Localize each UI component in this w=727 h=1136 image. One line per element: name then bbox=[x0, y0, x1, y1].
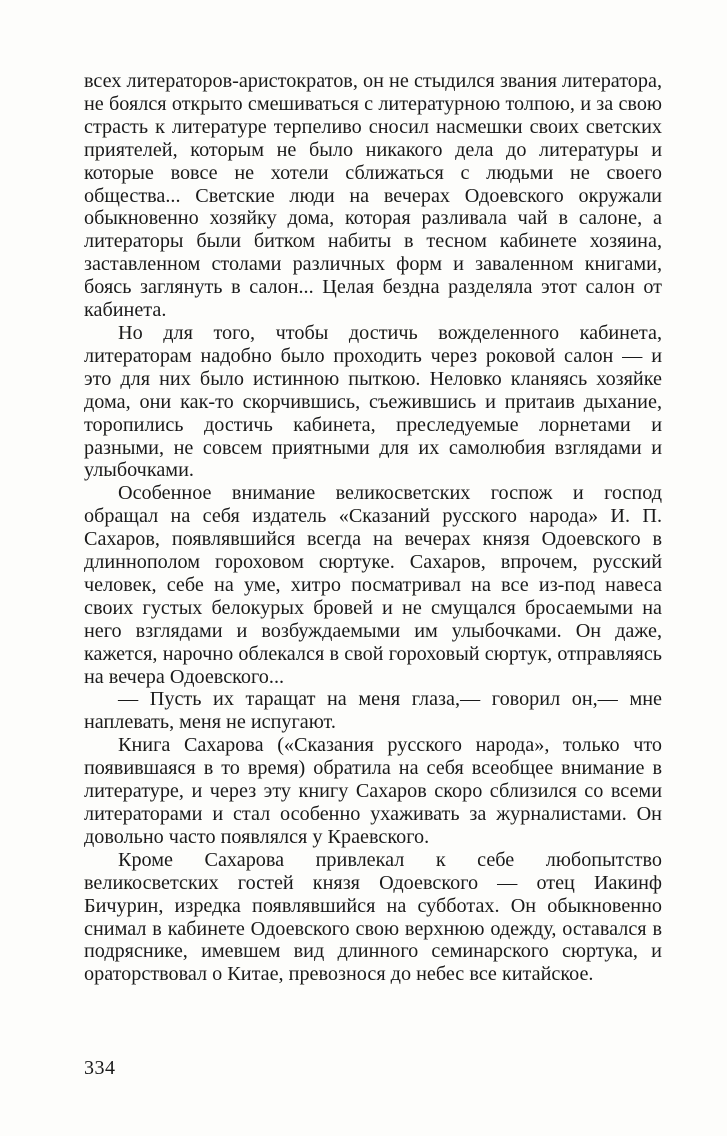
body-text bbox=[84, 70, 662, 986]
paragraph-cabinet: Но для того, чтобы достичь вожделенного кабинета, литераторам надобно было проходить через роковой салон — и это для них было истинною пыткою. Неловко кланяясь хозяйке дома, они как-то скорчившись, съежившись и притаив дыхание, торопились достичь кабинета, преследуемые лорнетами и разными, не совсем приятными для их самолюбия взглядами и улыбочками. bbox=[84, 321, 662, 482]
paragraph-quote: — Пусть их таращат на меня глаза,— говорил он,— мне наплевать, меня не испугают. bbox=[84, 688, 662, 734]
paragraph-book: Книга Сахарова («Сказания русского народа», только что появившаяся в то время) обратила на себя всеобщее внимание в литературе, и через эту книгу Сахаров скоро сблизился со всеми литераторами и стал особенно ухаживать за журналистами. Он довольно часто появлялся у Краевского. bbox=[84, 734, 662, 848]
paragraph-continuation: всех литераторов-аристократов, он не стыдился звания литератора, не боялся открыто смешиваться с литературною толпою, и за свою страсть к литературе терпеливо сносил насмешки своих светских приятелей, которым не было никакого дела до литературы и которые вовсе не хотели сближаться с людьми не своего общества... Светские люди на вечерах Одоевского окружали обыкновенно хозяйку дома, которая разливала чай в салоне, а литераторы были битком набиты в тесном кабинете хозяина, заставленном столами различных форм и заваленном книгами, боясь заглянуть в салон... Целая бездна разделяла этот салон от кабинета. bbox=[84, 70, 662, 322]
page-number: 334 bbox=[84, 1057, 116, 1079]
paragraph-sakharov: Особенное внимание великосветских госпож и господ обращал на себя издатель «Сказаний русского народа» И. П. Сахаров, появлявшийся всегда на вечерах князя Одоевского в длиннополом гороховом сюртуке. Сахаров, впрочем, русский человек, себе на уме, хитро посматривал на все из-под навеса своих густых белокурых бровей и не смущался бросаемыми на него взглядами и возбуждаемыми им улыбочками. Он даже, кажется, нарочно облекался в свой гороховый сюртук, отправляясь на вечера Одоевского... bbox=[84, 482, 662, 688]
paragraph-bichurin: Кроме Сахарова привлекал к себе любопытство великосветских гостей князя Одоевского — отец Иакинф Бичурин, изредка появлявшийся на субботах. Он обыкновенно снимал в кабинете Одоевского свою верхнюю одежду, оставался в подряснике, имевшем вид длинного семинарского сюртука, и ораторствовал о Китае, превознося до небес все китайское. bbox=[84, 848, 662, 986]
